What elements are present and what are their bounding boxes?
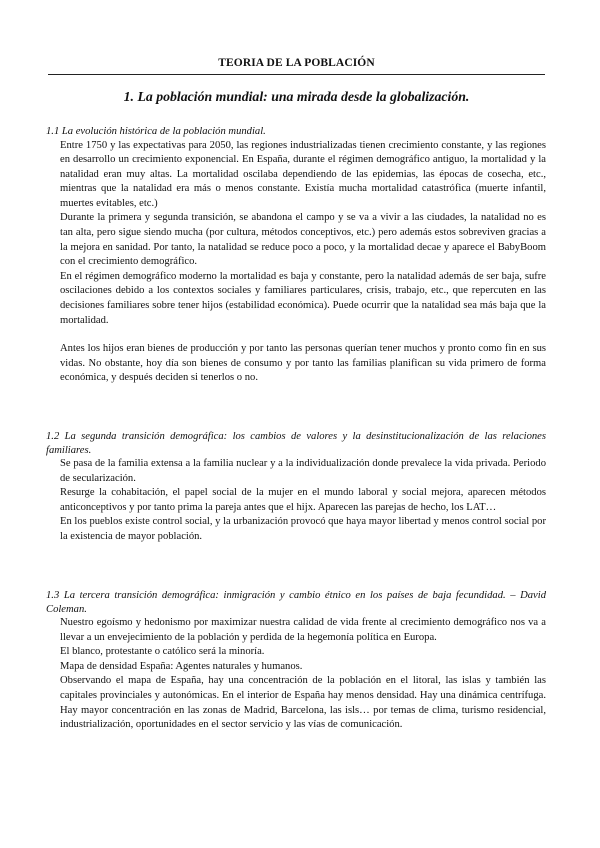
section-1-3 [46, 589, 546, 733]
section-heading: 1.2 La segunda transición demográfica: los cambios de valores y la desinstitucionalización de las relaciones familiares. [46, 431, 546, 456]
paragraph: Durante la primera y segunda transición, se abandona el campo y se va a vivir a las ciudades, la natalidad no es tan alta, pero sigue siendo mucha (por cultura, métodos conceptivos, etc.) pero además estos sobreviven gracias a la mejora en sanidad. Por tanto, la natalidad se reduce poco a poco, y la mortalidad decae y aparece el BabyBoom con el crecimiento demográfico. [60, 212, 546, 268]
section-1-1 [46, 125, 546, 386]
paragraph: Mapa de densidad España: Agentes naturales y humanos. [60, 660, 303, 672]
section-1-2 [46, 430, 546, 545]
section-heading: 1.1 La evolución histórica de la población mundial. [46, 126, 266, 137]
paragraph: Nuestro egoísmo y hedonismo por maximizar nuestra calidad de vida frente al crecimiento demográfico nos va a llevar a un envejecimiento de la población y perdida de la hegemonía política en Europa. [60, 617, 546, 643]
paragraph: En los pueblos existe control social, y la urbanización provocó que haya mayor libertad y menos control social por la existencia de mayor población. [60, 516, 546, 542]
paragraph: En el régimen demográfico moderno la mortalidad es baja y constante, pero la natalidad además de ser baja, sufre oscilaciones debido a los contextos sociales y familiares particulares, crisis, trabajo, etc., que repercuten en las decisiones familiares sobre tener hijos (estabilidad económica). Puede ocurrir que la natalidad sea más baja que la mortalidad. [60, 270, 546, 326]
paragraph: Entre 1750 y las expectativas para 2050, las regiones industrializadas tienen crecimiento constante, y las regiones en desarrollo un crecimiento exponencial. En España, durante el régimen demográfico antiguo, la mortalidad y la natalidad eran muy altas. La mortalidad oscilaba dependiendo de las epidemias, las épocas de cosecha, etc., mientras que la natalidad era más o menos constante. Existía mucha mortalidad catastrófica (muerte infantil, muertes evitables, etc.) [60, 139, 546, 209]
paragraph: Antes los hijos eran bienes de producción y por tanto las personas querían tener muchos y pronto como fin en sus vidas. No obstante, hoy día son bienes de consumo y por tanto las familias planifican su vida primero de forma económica, y después deciden si tenerlos o no. [60, 343, 546, 384]
chapter-heading: 1. La población mundial: una mirada desde la globalización. [123, 89, 470, 104]
section-heading: 1.3 La tercera transición demográfica: inmigración y cambio étnico en los países de baja fecundidad. – David Coleman. [46, 590, 546, 615]
paragraph: Observando el mapa de España, hay una concentración de la población en el litoral, las islas y también las capitales provinciales y autonómicas. En el interior de España hay menos densidad. Hay una dinámica centrífuga. Hay mayor concentración en las zonas de Madrid, Barcelona, las isls… por temas de clima, turismo residencial, industrialización, oportunidades en el sector servicio y las vías de comunicación. [60, 675, 546, 731]
title-divider [48, 74, 545, 75]
paragraph: Resurge la cohabitación, el papel social de la mujer en el mundo laboral y social mejora, aparecen métodos anticonceptivos y por tanto prima la pareja antes que el hijx. Aparecen las parejas de hecho, los LAT… [60, 487, 546, 513]
document-title: TEORIA DE LA POBLACIÓN [218, 57, 375, 69]
paragraph: El blanco, protestante o católico será la minoría. [60, 646, 265, 658]
paragraph: Se pasa de la familia extensa a la familia nuclear y a la individualización donde prevalece la vida privada. Periodo de secularización. [60, 458, 546, 484]
